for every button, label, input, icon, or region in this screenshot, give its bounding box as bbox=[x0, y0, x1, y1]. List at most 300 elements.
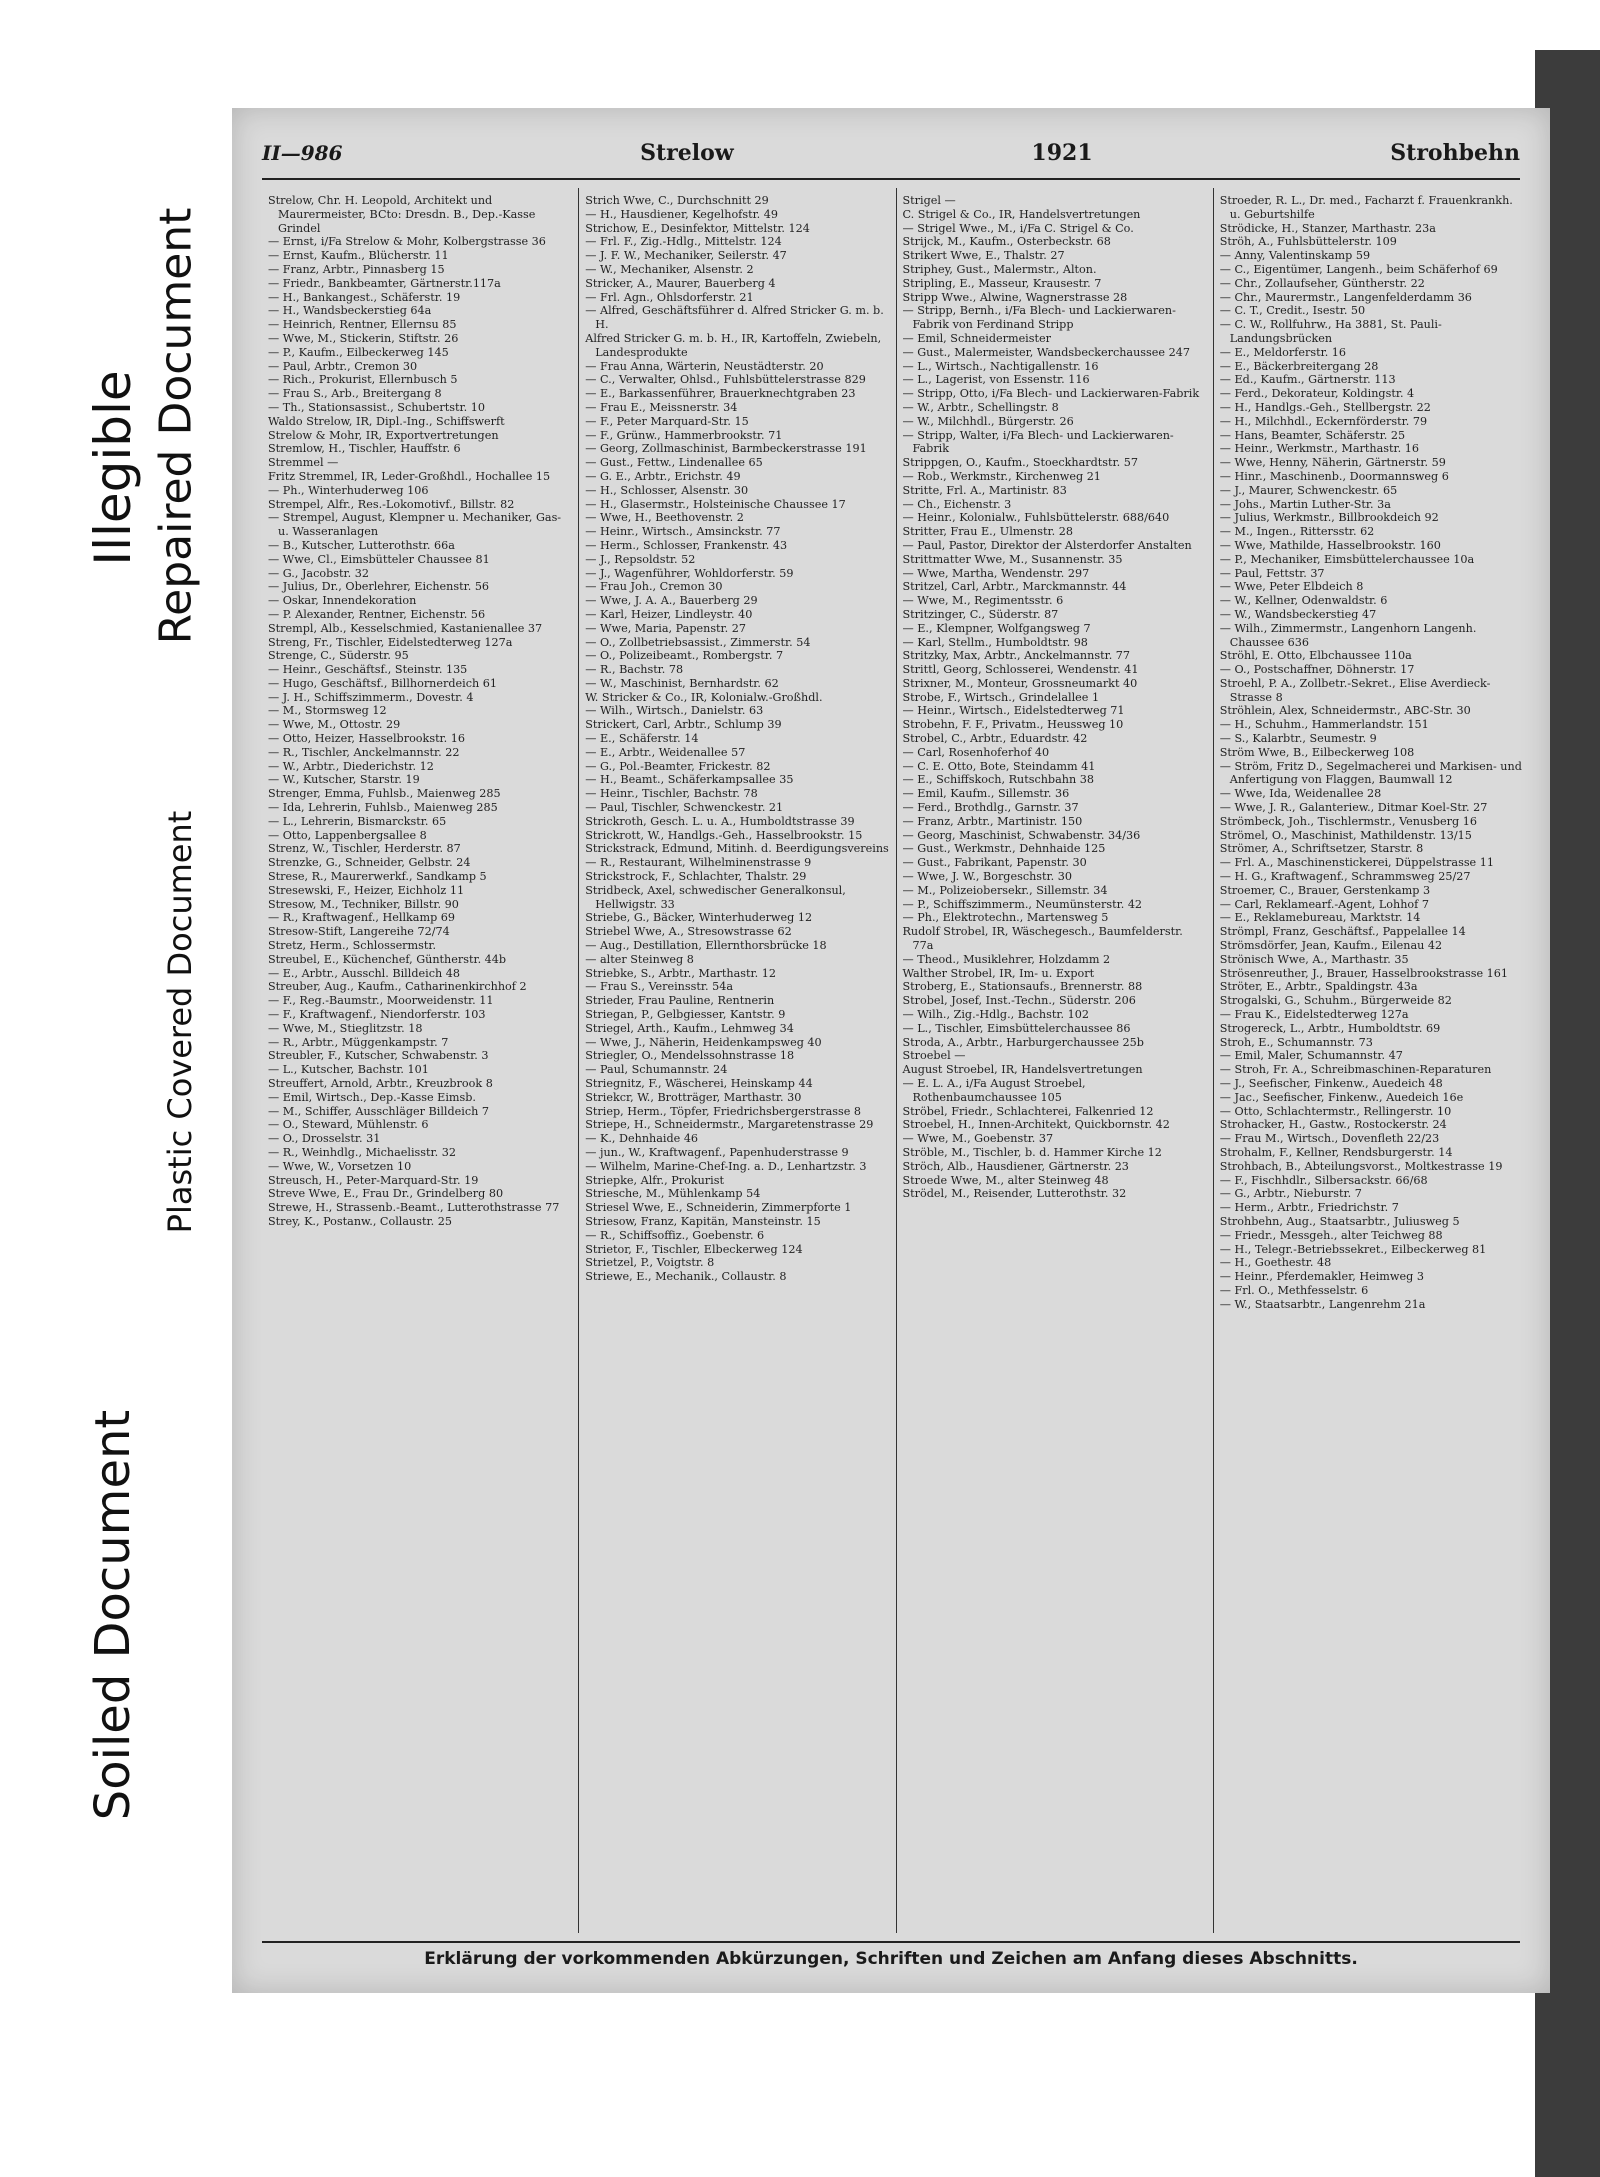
directory-entry: Striep, Herm., Töpfer, Friedrichsbergerstrasse 8 bbox=[585, 1104, 862, 1118]
directory-entry: Strelow & Mohr, IR, Exportvertretungen bbox=[268, 428, 499, 442]
page-header bbox=[262, 128, 1520, 180]
directory-entry: — H., Glasermstr., Holsteinische Chaussee 17 bbox=[585, 497, 846, 511]
directory-entry: — M., Stormsweg 12 bbox=[268, 704, 387, 718]
directory-entry: — O., Steward, Mühlenstr. 6 bbox=[268, 1118, 429, 1132]
directory-entry: — P., Schiffszimmerm., Neumünsterstr. 42 bbox=[902, 897, 1143, 911]
directory-entry: Walther Strobel, IR, Im- u. Export bbox=[902, 966, 1095, 980]
directory-entry: — Frau S., Vereinsstr. 54a bbox=[585, 980, 734, 994]
directory-entry: Strohalm, F., Kellner, Rendsburgerstr. 14 bbox=[1219, 1145, 1453, 1159]
directory-entry: Stroh, E., Schumannstr. 73 bbox=[1219, 1035, 1373, 1049]
directory-entry: Strittmatter Wwe, M., Susannenstr. 35 bbox=[902, 552, 1123, 566]
directory-entry: — Wwe, Henny, Näherin, Gärtnerstr. 59 bbox=[1219, 456, 1446, 470]
directory-entry: Strempl, Alb., Kesselschmied, Kastanienallee 37 bbox=[268, 621, 543, 635]
directory-entry: — E., Klempner, Wolfgangsweg 7 bbox=[902, 621, 1091, 635]
directory-entry: — Hugo, Geschäftsf., Billhornerdeich 61 bbox=[268, 676, 497, 690]
directory-entry: — Wilh., Zimmermstr., Langenhorn Langenh. Chaussee 636 bbox=[1219, 621, 1477, 649]
directory-entry: — Wwe, H., Beethovenstr. 2 bbox=[585, 511, 744, 525]
directory-entry: Strickstrock, F., Schlachter, Thalstr. 29 bbox=[585, 870, 807, 884]
directory-entry: Stritte, Frl. A., Martinistr. 83 bbox=[902, 483, 1067, 497]
directory-entry: — Ed., Kaufm., Gärtnerstr. 113 bbox=[1219, 373, 1396, 387]
directory-entry: — Friedr., Messgeh., alter Teichweg 88 bbox=[1219, 1228, 1443, 1242]
directory-entry: — E., Bäckerbreitergang 28 bbox=[1219, 359, 1379, 373]
directory-entry: — Heinr., Kolonialw., Fuhlsbüttelerstr. 688/640 bbox=[902, 511, 1170, 525]
directory-entry: — G., Pol.-Beamter, Frickestr. 82 bbox=[585, 759, 771, 773]
directory-entry: Strikert Wwe, E., Thalstr. 27 bbox=[902, 249, 1065, 263]
directory-entry: Strömpl, Franz, Geschäftsf., Pappelallee 14 bbox=[1219, 925, 1466, 939]
directory-entry: Stroda, A., Arbtr., Harburgerchaussee 25b bbox=[902, 1035, 1144, 1049]
directory-entry: — Frau K., Eidelstedterweg 127a bbox=[1219, 1008, 1409, 1022]
directory-entry: — Georg, Maschinist, Schwabenstr. 34/36 bbox=[902, 828, 1141, 842]
directory-entry: Stritzel, Carl, Arbtr., Marckmannstr. 44 bbox=[902, 580, 1127, 594]
directory-entry: — O., Drosselstr. 31 bbox=[268, 1132, 381, 1146]
directory-entry: — alter Steinweg 8 bbox=[585, 952, 694, 966]
directory-entry: — R., Kraftwagenf., Hellkamp 69 bbox=[268, 911, 456, 925]
directory-entry: — F., Reg.-Baumstr., Moorweidenstr. 11 bbox=[268, 994, 494, 1008]
directory-entry: Stroberg, E., Stationsaufs., Brennerstr. 88 bbox=[902, 980, 1143, 994]
directory-entry: Fritz Stremmel, IR, Leder-Großhdl., Hochallee 15 bbox=[268, 469, 551, 483]
directory-entry: Ströter, E., Arbtr., Spaldingstr. 43a bbox=[1219, 980, 1418, 994]
directory-entry: Strigel — bbox=[902, 194, 956, 207]
directory-entry: — Julius, Dr., Oberlehrer, Eichenstr. 56 bbox=[268, 580, 490, 594]
directory-entry: — W., Maschinist, Bernhardstr. 62 bbox=[585, 676, 779, 690]
directory-entry: — jun., W., Kraftwagenf., Papenhuderstrasse 9 bbox=[585, 1145, 849, 1159]
directory-entry: — W., Milchhdl., Bürgerstr. 26 bbox=[902, 414, 1074, 428]
directory-entry: Strixner, M., Monteur, Grossneumarkt 40 bbox=[902, 676, 1138, 690]
directory-entry: — Wwe, Martha, Wendenstr. 297 bbox=[902, 566, 1090, 580]
directory-entry: — Wwe, M., Ottostr. 29 bbox=[268, 718, 401, 732]
directory-entry: — J., Repsoldstr. 52 bbox=[585, 552, 696, 566]
directory-entry: — M., Ingen., Rittersstr. 62 bbox=[1219, 525, 1375, 539]
directory-entry: — C., Verwalter, Ohlsd., Fuhlsbüttelerstrasse 829 bbox=[585, 373, 866, 387]
label-repaired-document: Repaired Document bbox=[150, 207, 202, 645]
directory-entry: — Stripp, Walter, i/Fa Blech- und Lackierwaren-Fabrik bbox=[902, 428, 1174, 456]
directory-entry: — Wilhelm, Marine-Chef-Ing. a. D., Lenhartzstr. 3 bbox=[585, 1159, 867, 1173]
directory-entry: — Stripp, Otto, i/Fa Blech- und Lackierwaren-Fabrik bbox=[902, 387, 1200, 401]
directory-entry: — E., Barkassenführer, Brauerknechtgraben 23 bbox=[585, 387, 856, 401]
directory-entry: Stroebel, H., Innen-Architekt, Quickbornstr. 42 bbox=[902, 1118, 1170, 1132]
page-number: II—986 bbox=[262, 141, 343, 165]
directory-entry: — Frl. A., Maschinenstickerei, Düppelstrasse 11 bbox=[1219, 856, 1494, 870]
directory-entry: — Wwe, J. R., Galanteriew., Ditmar Koel-Str. 27 bbox=[1219, 801, 1488, 815]
directory-entry: Stroemer, C., Brauer, Gerstenkamp 3 bbox=[1219, 883, 1431, 897]
directory-entry: — W., Staatsarbtr., Langenrehm 21a bbox=[1219, 1297, 1426, 1311]
directory-entry: Ströble, M., Tischler, b. d. Hammer Kirche 12 bbox=[902, 1145, 1162, 1159]
directory-entry: Strobehn, F. F., Privatm., Heussweg 10 bbox=[902, 718, 1124, 732]
directory-entry: — J., Wagenführer, Wohldorferstr. 59 bbox=[585, 566, 794, 580]
directory-entry: — R., Arbtr., Müggenkampstr. 7 bbox=[268, 1035, 449, 1049]
directory-entry: Streubel, E., Küchenchef, Güntherstr. 44b bbox=[268, 952, 507, 966]
directory-entry: — K., Dehnhaide 46 bbox=[585, 1132, 699, 1146]
directory-entry: — C. T., Credit., Isestr. 50 bbox=[1219, 304, 1366, 318]
directory-entry: Stricker, A., Maurer, Bauerberg 4 bbox=[585, 276, 776, 290]
directory-entry: — Frau M., Wirtsch., Dovenfleth 22/23 bbox=[1219, 1132, 1440, 1146]
directory-entry: — Emil, Maler, Schumannstr. 47 bbox=[1219, 1049, 1403, 1063]
directory-entry: — Carl, Rosenhoferhof 40 bbox=[902, 745, 1050, 759]
directory-entry: — J., Maurer, Schwenckestr. 65 bbox=[1219, 483, 1398, 497]
directory-entry: Strömbeck, Joh., Tischlermstr., Venusberg 16 bbox=[1219, 814, 1477, 828]
directory-entry: Stroehl, P. A., Zollbetr.-Sekret., Elise Averdieck-Strasse 8 bbox=[1219, 676, 1491, 704]
directory-entry: — Wilh., Zig.-Hdlg., Bachstr. 102 bbox=[902, 1008, 1089, 1022]
directory-entry: Strogalski, G., Schuhm., Bürgerweide 82 bbox=[1219, 994, 1452, 1008]
directory-entry: — L., Wirtsch., Nachtigallenstr. 16 bbox=[902, 359, 1099, 373]
directory-entry: — Strempel, August, Klempner u. Mechaniker, Gas- u. Wasseranlagen bbox=[268, 511, 562, 539]
directory-entry: — W., Kellner, Odenwaldstr. 6 bbox=[1219, 594, 1388, 608]
directory-entry: — Chr., Maurermstr., Langenfelderdamm 36 bbox=[1219, 290, 1472, 304]
directory-entry: — Heinr., Werkmstr., Marthastr. 16 bbox=[1219, 442, 1419, 456]
directory-entry: — G., Jacobstr. 32 bbox=[268, 566, 369, 580]
label-illegible: Illegible bbox=[84, 370, 142, 566]
directory-entry: — G., Arbtr., Nieburstr. 7 bbox=[1219, 1187, 1362, 1201]
directory-entry: Strobel, C., Arbtr., Eduardstr. 42 bbox=[902, 732, 1088, 746]
directory-entry: — W., Arbtr., Diederichstr. 12 bbox=[268, 759, 434, 773]
directory-entry: Strieder, Frau Pauline, Rentnerin bbox=[585, 994, 775, 1008]
directory-entry: Strömer, A., Schriftsetzer, Starstr. 8 bbox=[1219, 842, 1424, 856]
directory-entry: — Ch., Eichenstr. 3 bbox=[902, 497, 1012, 511]
directory-entry: — Wwe, M., Goebenstr. 37 bbox=[902, 1132, 1054, 1146]
directory-entry: Stritter, Frau E., Ulmenstr. 28 bbox=[902, 525, 1073, 539]
directory-entry: — O., Zollbetriebsassist., Zimmerstr. 54 bbox=[585, 635, 811, 649]
directory-entry: — Herm., Schlosser, Frankenstr. 43 bbox=[585, 538, 788, 552]
header-right-word: Strohbehn bbox=[1390, 140, 1520, 166]
directory-entry: — O., Postschaffner, Döhnerstr. 17 bbox=[1219, 663, 1415, 677]
directory-entry: — Wwe, W., Vorsetzen 10 bbox=[268, 1159, 412, 1173]
directory-entry: — Emil, Wirtsch., Dep.-Kasse Eimsb. bbox=[268, 1090, 476, 1104]
directory-entry: — Paul, Pastor, Direktor der Alsterdorfer Anstalten bbox=[902, 538, 1192, 552]
directory-entry: — E., Schäferstr. 14 bbox=[585, 732, 699, 746]
directory-entry: — L., Lagerist, von Essenstr. 116 bbox=[902, 373, 1090, 387]
directory-entry: — G. E., Arbtr., Erichstr. 49 bbox=[585, 469, 741, 483]
directory-entry: Strobe, F., Wirtsch., Grindelallee 1 bbox=[902, 690, 1100, 704]
directory-entry: — Wwe, Maria, Papenstr. 27 bbox=[585, 621, 747, 635]
directory-entry: Ström Wwe, B., Eilbeckerweg 108 bbox=[1219, 745, 1415, 759]
directory-entry: August Stroebel, IR, Handelsvertretungen bbox=[902, 1063, 1143, 1077]
directory-entry: — Ernst, Kaufm., Blücherstr. 11 bbox=[268, 249, 449, 263]
directory-entry: — F., Grünw., Hammerbrookstr. 71 bbox=[585, 428, 783, 442]
column-3 bbox=[897, 188, 1214, 1933]
directory-entry: Strewe, H., Strassenb.-Beamt., Lutterothstrasse 77 bbox=[268, 1201, 560, 1215]
directory-entry: Stripp Wwe., Alwine, Wagnerstrasse 28 bbox=[902, 290, 1128, 304]
directory-entry: Strödicke, H., Stanzer, Marthastr. 23a bbox=[1219, 221, 1436, 235]
directory-entry: — Paul, Fettstr. 37 bbox=[1219, 566, 1325, 580]
directory-entry: — H., Wandsbeckerstieg 64a bbox=[268, 304, 432, 318]
column-1 bbox=[262, 188, 579, 1933]
directory-entry: — Heinr., Wirtsch., Amsinckstr. 77 bbox=[585, 525, 781, 539]
directory-entry: Strijck, M., Kaufm., Osterbeckstr. 68 bbox=[902, 235, 1111, 249]
directory-entry: Rudolf Strobel, IR, Wäschegesch., Baumfelderstr. 77a bbox=[902, 925, 1183, 953]
directory-entry: Strenzke, G., Schneider, Gelbstr. 24 bbox=[268, 856, 471, 870]
directory-entry: — Wwe, M., Stickerin, Stiftstr. 26 bbox=[268, 331, 459, 345]
directory-entry: — E., Meldorferstr. 16 bbox=[1219, 345, 1347, 359]
directory-entry: Strömel, O., Maschinist, Mathildenstr. 13/15 bbox=[1219, 828, 1472, 842]
directory-entry: — Hans, Beamter, Schäferstr. 25 bbox=[1219, 428, 1406, 442]
directory-entry: — Chr., Zollaufseher, Güntherstr. 22 bbox=[1219, 276, 1425, 290]
directory-entry: — Oskar, Innendekoration bbox=[268, 594, 417, 608]
directory-entry: — H., Telegr.-Betriebssekret., Eilbeckerweg 81 bbox=[1219, 1242, 1487, 1256]
directory-entry: — Ferd., Brothdlg., Garnstr. 37 bbox=[902, 801, 1079, 815]
label-soiled-document: Soiled Document bbox=[85, 1409, 141, 1821]
directory-entry: — Anny, Valentinskamp 59 bbox=[1219, 249, 1371, 263]
directory-entry: — E., Schiffskoch, Rutschbahn 38 bbox=[902, 773, 1094, 787]
directory-entry: — Herm., Arbtr., Friedrichstr. 7 bbox=[1219, 1201, 1399, 1215]
directory-entry: — L., Tischler, Eimsbüttelerchaussee 86 bbox=[902, 1021, 1131, 1035]
directory-entry: — R., Bachstr. 78 bbox=[585, 663, 684, 677]
directory-entry: — Franz, Arbtr., Pinnasberg 15 bbox=[268, 262, 445, 276]
directory-entry: — Jac., Seefischer, Finkenw., Auedeich 16e bbox=[1219, 1090, 1464, 1104]
column-4 bbox=[1214, 188, 1530, 1933]
directory-entry: — Gust., Fettw., Lindenallee 65 bbox=[585, 456, 763, 470]
directory-entry: Strohbach, B., Abteilungsvorst., Moltkestrasse 19 bbox=[1219, 1159, 1503, 1173]
directory-entry: — Heinr., Tischler, Bachstr. 78 bbox=[585, 787, 758, 801]
directory-entry: — Ernst, i/Fa Strelow & Mohr, Kolbergstrasse 36 bbox=[268, 235, 546, 249]
directory-entry: — Emil, Schneidermeister bbox=[902, 331, 1051, 345]
directory-entry: — Frl. F., Zig.-Hdlg., Mittelstr. 124 bbox=[585, 235, 782, 249]
directory-entry: — Gust., Fabrikant, Papenstr. 30 bbox=[902, 856, 1087, 870]
directory-entry: Streuber, Aug., Kaufm., Catharinenkirchhof 2 bbox=[268, 980, 527, 994]
directory-entry: Striegnitz, F., Wäscherei, Heinskamp 44 bbox=[585, 1077, 813, 1090]
directory-entry: — P., Kaufm., Eilbeckerweg 145 bbox=[268, 345, 449, 359]
directory-entry: — J. F. W., Mechaniker, Seilerstr. 47 bbox=[585, 249, 787, 263]
directory-entry: Strese, R., Maurerwerkf., Sandkamp 5 bbox=[268, 870, 487, 884]
directory-entry: — M., Schiffer, Ausschläger Billdeich 7 bbox=[268, 1104, 490, 1118]
directory-entry: — H., Milchhdl., Eckernförderstr. 79 bbox=[1219, 414, 1428, 428]
directory-entry: Striegler, O., Mendelssohnstrasse 18 bbox=[585, 1049, 795, 1063]
directory-entry: — Paul, Schumannstr. 24 bbox=[585, 1063, 728, 1077]
directory-entry: — Strigel Wwe., M., i/Fa C. Strigel & Co. bbox=[902, 221, 1134, 235]
directory-entry: — Frau E., Meissnerstr. 34 bbox=[585, 400, 738, 414]
directory-entry: — Wwe, Peter Elbdeich 8 bbox=[1219, 580, 1364, 594]
directory-entry: — Paul, Arbtr., Cremon 30 bbox=[268, 359, 418, 373]
directory-columns bbox=[262, 188, 1530, 1933]
directory-entry: Strödel, M., Reisender, Lutterothstr. 32 bbox=[902, 1187, 1127, 1201]
directory-entry: Strich Wwe, C., Durchschnitt 29 bbox=[585, 194, 769, 207]
directory-entry: Striegel, Arth., Kaufm., Lehmweg 34 bbox=[585, 1021, 794, 1035]
directory-entry: Strey, K., Postanw., Collaustr. 25 bbox=[268, 1214, 452, 1228]
directory-entry: Stresewski, F., Heizer, Eichholz 11 bbox=[268, 883, 465, 897]
directory-entry: — Emil, Kaufm., Sillemstr. 36 bbox=[902, 787, 1070, 801]
directory-entry: — Otto, Lappenbergsallee 8 bbox=[268, 828, 427, 842]
directory-entry: Ströch, Alb., Hausdiener, Gärtnerstr. 23 bbox=[902, 1159, 1129, 1173]
directory-entry: Stridbeck, Axel, schwedischer Generalkonsul, Hellwigstr. 33 bbox=[585, 883, 846, 911]
directory-entry: — Rob., Werkmstr., Kirchenweg 21 bbox=[902, 469, 1101, 483]
directory-entry: — Hinr., Maschinenb., Doormannsweg 6 bbox=[1219, 469, 1449, 483]
directory-entry: Strickrott, W., Handlgs.-Geh., Hasselbrookstr. 15 bbox=[585, 828, 863, 842]
directory-entry: Strichow, E., Desinfektor, Mittelstr. 124 bbox=[585, 221, 810, 235]
directory-entry: — C., Eigentümer, Langenh., beim Schäferhof 69 bbox=[1219, 262, 1498, 276]
directory-entry: — B., Kutscher, Lutterothstr. 66a bbox=[268, 538, 455, 552]
directory-entry: Stremmel — bbox=[268, 456, 339, 470]
directory-entry: Strogereck, L., Arbtr., Humboldtstr. 69 bbox=[1219, 1021, 1441, 1035]
directory-entry: Strippgen, O., Kaufm., Stoeckhardtstr. 57 bbox=[902, 456, 1138, 470]
directory-entry: Stripling, E., Masseur, Krausestr. 7 bbox=[902, 276, 1102, 290]
directory-entry: Strickroth, Gesch. L. u. A., Humboldtstrasse 39 bbox=[585, 814, 855, 828]
directory-entry: — Ph., Winterhuderweg 106 bbox=[268, 483, 429, 497]
directory-entry: Ströhlein, Alex, Schneidermstr., ABC-Str. 30 bbox=[1219, 704, 1471, 718]
directory-entry: — M., Polizeiobersekr., Sillemstr. 34 bbox=[902, 883, 1108, 897]
directory-entry: Striesow, Franz, Kapitän, Mansteinstr. 15 bbox=[585, 1214, 821, 1228]
directory-entry: — Wwe, M., Stieglitzstr. 18 bbox=[268, 1021, 423, 1035]
directory-entry: — H., Schuhm., Hammerlandstr. 151 bbox=[1219, 718, 1429, 732]
directory-entry: Streusch, H., Peter-Marquard-Str. 19 bbox=[268, 1173, 479, 1187]
directory-entry: — J., Seefischer, Finkenw., Auedeich 48 bbox=[1219, 1077, 1443, 1090]
directory-entry: Strickert, Carl, Arbtr., Schlump 39 bbox=[585, 718, 782, 732]
directory-entry: Stretz, Herm., Schlossermstr. bbox=[268, 939, 437, 953]
directory-entry: — E., Reklamebureau, Marktstr. 14 bbox=[1219, 911, 1421, 925]
label-plastic-covered-document: Plastic Covered Document bbox=[161, 810, 199, 1234]
directory-entry: Waldo Strelow, IR, Dipl.-Ing., Schiffswerft bbox=[268, 414, 505, 428]
directory-entry: — Georg, Zollmaschinist, Barmbeckerstrasse 191 bbox=[585, 442, 867, 456]
directory-entry: Stritzky, Max, Arbtr., Anckelmannstr. 77 bbox=[902, 649, 1131, 663]
directory-entry: — Wwe, Ida, Weidenallee 28 bbox=[1219, 787, 1382, 801]
directory-entry: Strempel, Alfr., Res.-Lokomotivf., Billstr. 82 bbox=[268, 497, 515, 511]
directory-entry: Strelow, Chr. H. Leopold, Architekt und Maurermeister, BCto: Dresdn. B., Dep.-Kasse Grindel bbox=[268, 194, 536, 235]
directory-entry: — Alfred, Geschäftsführer d. Alfred Stricker G. m. b. H. bbox=[585, 304, 884, 332]
directory-entry: Strösenreuther, J., Brauer, Hasselbrookstrasse 161 bbox=[1219, 966, 1508, 980]
directory-entry: Streng, Fr., Tischler, Eidelstedterweg 127a bbox=[268, 635, 513, 649]
directory-entry: — Paul, Tischler, Schwenckestr. 21 bbox=[585, 801, 784, 815]
directory-entry: — Karl, Stellm., Humboldtstr. 98 bbox=[902, 635, 1088, 649]
directory-entry: — Gust., Werkmstr., Dehnhaide 125 bbox=[902, 842, 1106, 856]
directory-entry: Striepke, Alfr., Prokurist bbox=[585, 1173, 724, 1187]
directory-entry: Striebel Wwe, A., Stresowstrasse 62 bbox=[585, 925, 792, 939]
directory-entry: — R., Restaurant, Wilhelminenstrasse 9 bbox=[585, 856, 812, 870]
directory-entry: — Ferd., Dekorateur, Koldingstr. 4 bbox=[1219, 387, 1415, 401]
directory-entry: — F., Fischhdlr., Silbersackstr. 66/68 bbox=[1219, 1173, 1428, 1187]
directory-entry: Strönisch Wwe, A., Marthastr. 35 bbox=[1219, 952, 1409, 966]
directory-entry: Strenz, W., Tischler, Herderstr. 87 bbox=[268, 842, 461, 856]
directory-entry: — Heinrich, Rentner, Ellernsu 85 bbox=[268, 318, 457, 332]
directory-entry: — Frau Anna, Wärterin, Neustädterstr. 20 bbox=[585, 359, 824, 373]
directory-entry: — Johs., Martin Luther-Str. 3a bbox=[1219, 497, 1391, 511]
directory-entry: Stresow, M., Techniker, Billstr. 90 bbox=[268, 897, 459, 911]
page-footer: Erklärung der vorkommenden Abkürzungen, Schriften und Zeichen am Anfang dieses Abschnitts. bbox=[262, 1941, 1520, 1979]
directory-entry: — H. G., Kraftwagenf., Schrammsweg 25/27 bbox=[1219, 870, 1471, 884]
directory-entry: — Frl. O., Methfesselstr. 6 bbox=[1219, 1283, 1369, 1297]
directory-entry: Striphey, Gust., Malermstr., Alton. bbox=[902, 262, 1097, 276]
directory-entry: — W., Wandsbeckerstieg 47 bbox=[1219, 607, 1377, 621]
directory-entry: — Frl. Agn., Ohlsdorferstr. 21 bbox=[585, 290, 754, 304]
directory-entry: — Theod., Musiklehrer, Holzdamm 2 bbox=[902, 952, 1111, 966]
directory-entry: Streve Wwe, E., Frau Dr., Grindelberg 80 bbox=[268, 1187, 504, 1201]
header-left-word: Strelow bbox=[640, 140, 734, 166]
directory-entry: Striebe, G., Bäcker, Winterhuderweg 12 bbox=[585, 911, 813, 925]
directory-entry: Strömsdörfer, Jean, Kaufm., Eilenau 42 bbox=[1219, 939, 1443, 953]
directory-entry: W. Stricker & Co., IR, Kolonialw.-Großhdl. bbox=[585, 690, 823, 704]
directory-entry: — Frau S., Arb., Breitergang 8 bbox=[268, 387, 442, 401]
directory-entry: — H., Hausdiener, Kegelhofstr. 49 bbox=[585, 207, 779, 221]
directory-entry: Stroebel — bbox=[902, 1049, 966, 1063]
directory-entry: — W., Kutscher, Starstr. 19 bbox=[268, 773, 420, 787]
directory-entry: — Otto, Schlachtermstr., Rellingerstr. 10 bbox=[1219, 1104, 1452, 1118]
directory-entry: — Otto, Heizer, Hasselbrookstr. 16 bbox=[268, 732, 466, 746]
directory-entry: — J. H., Schiffszimmerm., Dovestr. 4 bbox=[268, 690, 474, 704]
directory-entry: — E. L. A., i/Fa August Stroebel, Rothenbaumchaussee 105 bbox=[902, 1077, 1086, 1104]
directory-entry: Ströhl, E. Otto, Elbchaussee 110a bbox=[1219, 649, 1412, 663]
directory-entry: Striekcr, W., Brotträger, Marthastr. 30 bbox=[585, 1090, 802, 1104]
directory-entry: — H., Schlosser, Alsenstr. 30 bbox=[585, 483, 749, 497]
directory-entry: — Heinr., Pferdemakler, Heimweg 3 bbox=[1219, 1270, 1424, 1284]
directory-entry: — Frau Joh., Cremon 30 bbox=[585, 580, 723, 594]
directory-entry: — Friedr., Bankbeamter, Gärtnerstr.117a bbox=[268, 276, 501, 290]
directory-entry: — Th., Stationsassist., Schubertstr. 10 bbox=[268, 400, 485, 414]
directory-entry: — C. E. Otto, Bote, Steindamm 41 bbox=[902, 759, 1096, 773]
directory-entry: Strickstrack, Edmund, Mitinh. d. Beerdigungsvereins bbox=[585, 842, 889, 856]
directory-entry: Strobel, Josef, Inst.-Techn., Süderstr. 206 bbox=[902, 994, 1136, 1008]
directory-entry: — Wwe, J., Näherin, Heidenkampsweg 40 bbox=[585, 1035, 822, 1049]
directory-entry: — L., Kutscher, Bachstr. 101 bbox=[268, 1063, 429, 1077]
directory-entry: Striesel Wwe, E., Schneiderin, Zimmerpforte 1 bbox=[585, 1201, 852, 1215]
directory-entry: — H., Beamt., Schäferkampsallee 35 bbox=[585, 773, 794, 787]
directory-entry: Strohbehn, Aug., Staatsarbtr., Juliusweg 5 bbox=[1219, 1214, 1460, 1228]
directory-entry: — E., Arbtr., Weidenallee 57 bbox=[585, 745, 746, 759]
directory-entry: — O., Polizeibeamt., Rombergstr. 7 bbox=[585, 649, 784, 663]
directory-entry: — F., Peter Marquard-Str. 15 bbox=[585, 414, 749, 428]
directory-entry: — Heinr., Wirtsch., Eidelstedterweg 71 bbox=[902, 704, 1125, 718]
directory-entry: Strietor, F., Tischler, Elbeckerweg 124 bbox=[585, 1242, 803, 1256]
directory-entry: — C. W., Rollfuhrw., Ha 3881, St. Pauli-Landungsbrücken bbox=[1219, 318, 1442, 345]
directory-entry: — H., Handlgs.-Geh., Stellbergstr. 22 bbox=[1219, 400, 1431, 414]
directory-entry: Strohacker, H., Gastw., Rostockerstr. 24 bbox=[1219, 1118, 1447, 1132]
directory-entry: Strenge, C., Süderstr. 95 bbox=[268, 649, 409, 663]
directory-page bbox=[232, 108, 1550, 1993]
directory-entry: — W., Mechaniker, Alsenstr. 2 bbox=[585, 262, 754, 276]
directory-entry: C. Strigel & Co., IR, Handelsvertretungen bbox=[902, 207, 1141, 221]
directory-entry: — F., Kraftwagenf., Niendorferstr. 103 bbox=[268, 1008, 486, 1022]
directory-entry: — Ph., Elektrotechn., Martensweg 5 bbox=[902, 911, 1109, 925]
directory-entry: — Ida, Lehrerin, Fuhlsb., Maienweg 285 bbox=[268, 801, 498, 815]
directory-entry: Ströbel, Friedr., Schlachterei, Falkenried 12 bbox=[902, 1104, 1154, 1118]
directory-entry: — W., Arbtr., Schellingstr. 8 bbox=[902, 400, 1059, 414]
directory-entry: — Stroh, Fr. A., Schreibmaschinen-Reparaturen bbox=[1219, 1063, 1492, 1077]
directory-entry: — E., Arbtr., Ausschl. Billdeich 48 bbox=[268, 966, 460, 980]
directory-entry: Striepe, H., Schneidermstr., Margaretenstrasse 29 bbox=[585, 1118, 874, 1132]
directory-entry: — P., Mechaniker, Eimsbüttelerchaussee 10a bbox=[1219, 552, 1475, 566]
directory-entry: — R., Tischler, Anckelmannstr. 22 bbox=[268, 745, 460, 759]
directory-entry: Stroeder, R. L., Dr. med., Facharzt f. Frauenkrankh. u. Geburtshilfe bbox=[1219, 194, 1513, 221]
directory-entry: — Karl, Heizer, Lindleystr. 40 bbox=[585, 607, 753, 621]
directory-entry: — H., Goethestr. 48 bbox=[1219, 1256, 1332, 1270]
directory-entry: — Heinr., Geschäftsf., Steinstr. 135 bbox=[268, 663, 468, 677]
directory-entry: — Wwe, M., Regimentsstr. 6 bbox=[902, 594, 1064, 608]
directory-entry: — P. Alexander, Rentner, Eichenstr. 56 bbox=[268, 607, 486, 621]
directory-entry: — S., Kalarbtr., Seumestr. 9 bbox=[1219, 732, 1377, 746]
directory-entry: Streubler, F., Kutscher, Schwabenstr. 3 bbox=[268, 1049, 489, 1063]
document-label-sidebar bbox=[0, 0, 225, 2177]
directory-entry: — Aug., Destillation, Ellernthorsbrücke 18 bbox=[585, 939, 827, 953]
directory-entry: Strenger, Emma, Fuhlsb., Maienweg 285 bbox=[268, 787, 501, 801]
directory-entry: — Julius, Werkmstr., Billbrookdeich 92 bbox=[1219, 511, 1439, 525]
directory-entry: Stremlow, H., Tischler, Hauffstr. 6 bbox=[268, 442, 461, 456]
directory-entry: — Stripp, Bernh., i/Fa Blech- und Lackierwaren-Fabrik von Ferdinand Stripp bbox=[902, 304, 1176, 332]
directory-entry: — R., Schiffsoffiz., Goebenstr. 6 bbox=[585, 1228, 765, 1242]
directory-entry: — Wwe, Mathilde, Hasselbrookstr. 160 bbox=[1219, 538, 1441, 552]
directory-entry: Stroede Wwe, M., alter Steinweg 48 bbox=[902, 1173, 1109, 1187]
directory-entry: Strittl, Georg, Schlosserei, Wendenstr. 41 bbox=[902, 663, 1139, 677]
column-2 bbox=[579, 188, 896, 1933]
directory-entry: Stresow-Stift, Langereihe 72/74 bbox=[268, 925, 450, 939]
directory-entry: — R., Weinhdlg., Michaelisstr. 32 bbox=[268, 1145, 456, 1159]
directory-entry: — Ström, Fritz D., Segelmacherei und Markisen- und Anfertigung von Flaggen, Baumwall 12 bbox=[1219, 759, 1522, 787]
directory-entry: Striewe, E., Mechanik., Collaustr. 8 bbox=[585, 1270, 787, 1284]
directory-entry: — Wilh., Wirtsch., Danielstr. 63 bbox=[585, 704, 764, 718]
directory-entry: Striebke, S., Arbtr., Marthastr. 12 bbox=[585, 966, 776, 980]
directory-entry: Strietzel, P., Voigtstr. 8 bbox=[585, 1256, 715, 1270]
header-year: 1921 bbox=[1031, 140, 1093, 166]
directory-entry: — H., Bankangest., Schäferstr. 19 bbox=[268, 290, 461, 304]
directory-entry: — Franz, Arbtr., Martinistr. 150 bbox=[902, 814, 1083, 828]
directory-entry: — Wwe, Cl., Eimsbütteler Chaussee 81 bbox=[268, 552, 490, 566]
directory-entry: — Gust., Malermeister, Wandsbeckerchaussee 247 bbox=[902, 345, 1190, 359]
directory-entry: — Wwe, J. A. A., Bauerberg 29 bbox=[585, 594, 758, 608]
